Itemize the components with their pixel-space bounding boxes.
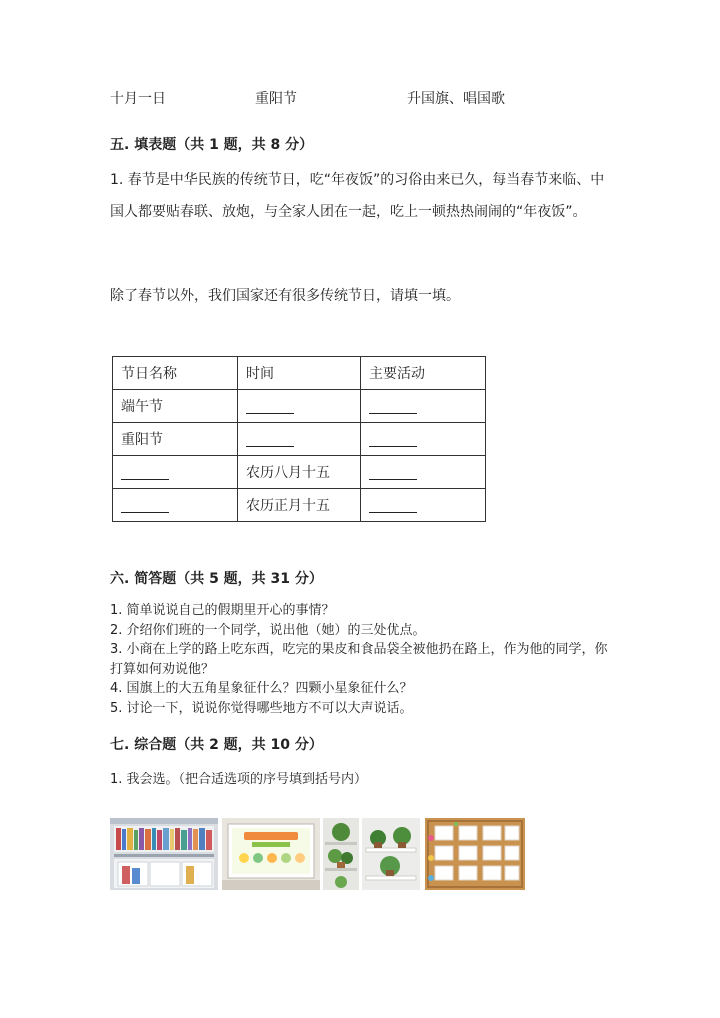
table-blank-cell (361, 456, 486, 489)
table-blank-cell (361, 489, 486, 522)
list-item: 3. 小商在上学的路上吃东西，吃完的果皮和食品袋全被他扔在路上，作为他的同学，你打算如何劝说他？ (110, 642, 608, 677)
bookshelf-photo (110, 818, 218, 890)
section7-title: 七. 综合题（共 2 题，共 10 分） (110, 737, 323, 753)
table-blank-cell (238, 423, 361, 456)
table-blank-cell (113, 489, 238, 522)
top-row-activity: 升国旗、唱国歌 (407, 91, 505, 107)
table-header-cell: 节日名称 (113, 357, 238, 390)
section5-instruction: 除了春节以外，我们国家还有很多传统节日，请填一填。 (110, 288, 460, 304)
section5-q1-text: 1. 春节是中华民族的传统节日，吃“年夜饭”的习俗由来已久，每当春节来临、中国人都要贴春联、放炮，与全家人团在一起，吃上一顿热热闹闹的“年夜饭”。 (110, 172, 605, 220)
table-cell: 农历正月十五 (238, 489, 361, 522)
section5-title: 五. 填表题（共 1 题，共 8 分） (110, 137, 314, 153)
section6-title: 六. 简答题（共 5 题，共 31 分） (110, 571, 323, 587)
top-row-date: 十月一日 (110, 91, 166, 107)
list-item: 1. 简单说说自己的假期里开心的事情？ (110, 603, 335, 618)
table-row (113, 423, 486, 456)
fill-blank[interactable] (246, 399, 294, 414)
table-header-cell: 主要活动 (361, 357, 486, 390)
fill-blank[interactable] (246, 432, 294, 447)
photo-strip (110, 818, 525, 890)
section6-question-list (110, 601, 610, 718)
poster-board-photo (222, 818, 320, 890)
table-row (113, 489, 486, 522)
festival-table (112, 356, 486, 522)
table-row (113, 456, 486, 489)
fill-blank[interactable] (369, 432, 417, 447)
table-cell: 农历八月十五 (238, 456, 361, 489)
table-cell: 重阳节 (113, 423, 238, 456)
fill-blank[interactable] (121, 498, 169, 513)
fill-blank[interactable] (369, 498, 417, 513)
table-header-cell: 时间 (238, 357, 361, 390)
fill-blank[interactable] (369, 399, 417, 414)
table-blank-cell (361, 423, 486, 456)
table-row (113, 390, 486, 423)
table-blank-cell (113, 456, 238, 489)
list-item: 4. 国旗上的大五角星象征什么？四颗小星象征什么？ (110, 681, 413, 696)
list-item: 2. 介绍你们班的一个同学，说出他（她）的三处优点。 (110, 622, 426, 638)
table-blank-cell (238, 390, 361, 423)
plant-corner-photo (323, 818, 359, 890)
section7-q1-text: 1. 我会选。（把合适选项的序号填到括号内） (110, 772, 368, 787)
plant-shelf-photo (362, 818, 420, 890)
fill-blank[interactable] (369, 465, 417, 480)
top-row-festival: 重阳节 (255, 91, 297, 107)
table-header-row (113, 357, 486, 390)
list-item: 5. 讨论一下，说说你觉得哪些地方不可以大声说话。 (110, 700, 413, 716)
fill-blank[interactable] (121, 465, 169, 480)
table-blank-cell (361, 390, 486, 423)
table-cell: 端午节 (113, 390, 238, 423)
display-board-photo (425, 818, 525, 890)
